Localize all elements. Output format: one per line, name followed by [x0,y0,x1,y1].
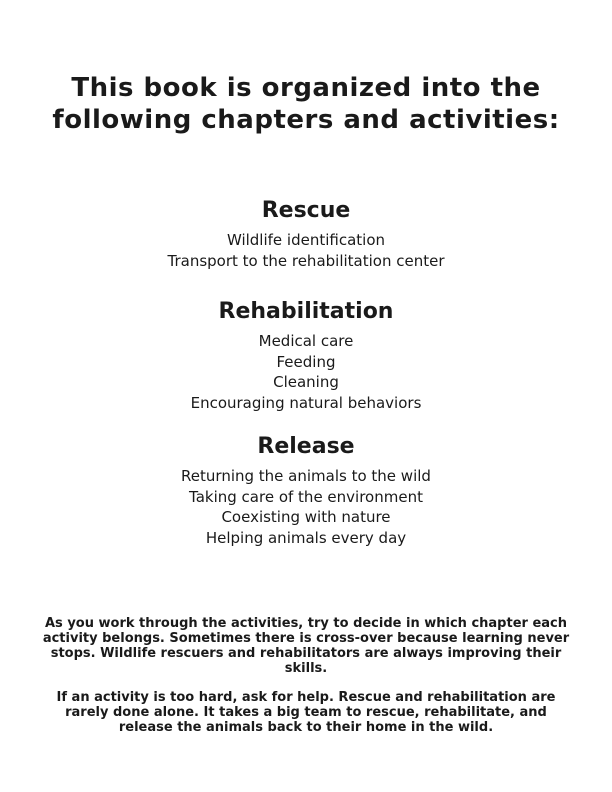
page-title [0,72,612,136]
activity-item: Taking care of the environment [189,487,423,506]
chapter-release [0,434,612,548]
instruction-paragraph-help: If an activity is too hard, ask for help. Rescue and rehabilitation are rarely done alone. It takes a big team to rescue, rehabilitate, and release the animals back to their home in the wild. [56,690,556,735]
chapter-rescue [0,198,612,271]
activity-item: Encouraging natural behaviors [190,393,422,412]
activity-item: Helping animals every day [205,528,407,547]
chapter-heading-release: Release [257,434,355,459]
chapter-activity-list [0,331,612,413]
activity-item: Feeding [276,352,336,371]
page-title-line-1: This book is organized into the [71,73,541,103]
chapter-heading-rescue: Rescue [261,198,351,223]
activity-item: Transport to the rehabilitation center [167,251,445,270]
chapter-heading-rehabilitation: Rehabilitation [218,299,394,324]
chapter-activity-list [0,466,612,548]
chapter-rehabilitation [0,299,612,413]
instruction-paragraph-chapters: As you work through the activities, try to decide in which chapter each activity belongs. Sometimes there is cross-over because learning never stops. Wildlife rescuers and rehabilitators are always improving their skills. [42,616,570,676]
page-title-line-2: following chapters and activities: [52,105,560,135]
activity-item: Cleaning [273,373,339,391]
chapter-activity-list [0,230,612,271]
activity-item: Medical care [258,332,354,350]
activity-item: Returning the animals to the wild [181,467,431,485]
activity-item: Wildlife identification [226,231,386,249]
activity-item: Coexisting with nature [221,508,391,526]
